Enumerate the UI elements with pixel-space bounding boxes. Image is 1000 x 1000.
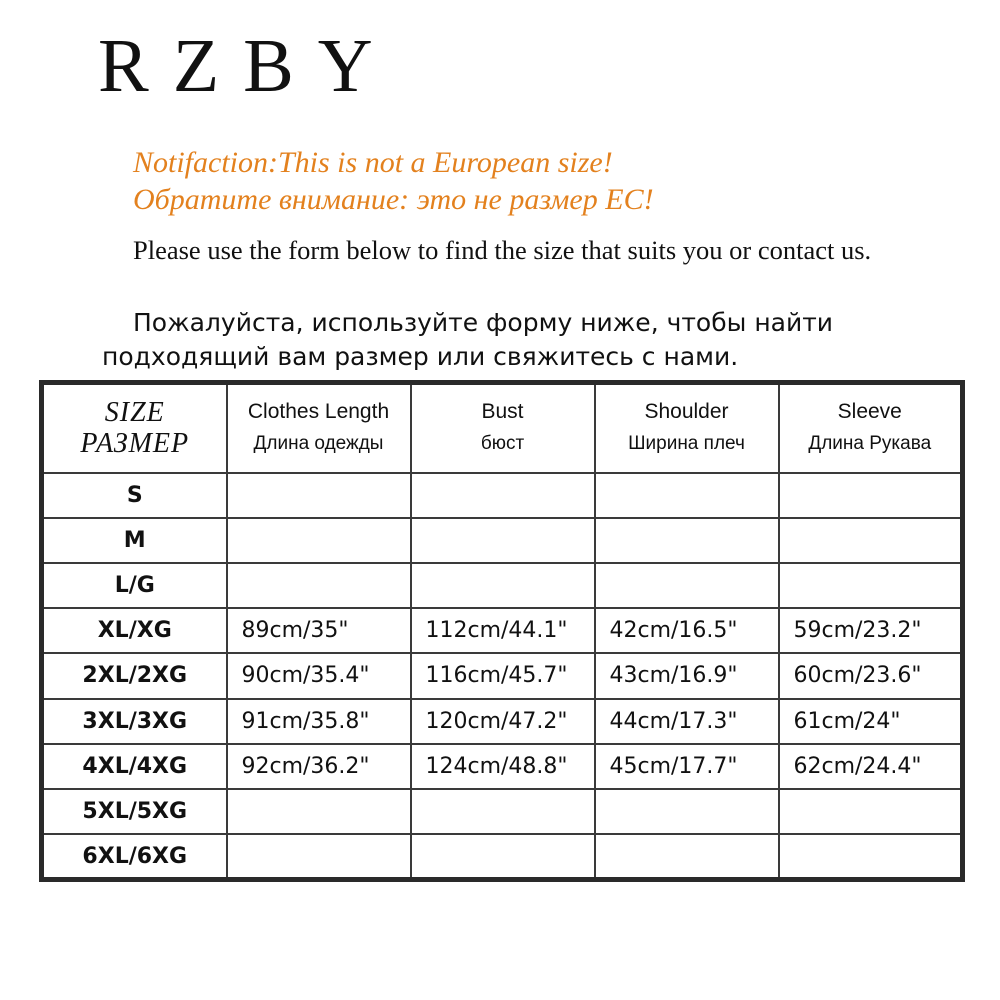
column-header-ru: Длина Рукава	[808, 433, 932, 455]
length-value	[227, 518, 411, 563]
shoulder-value: 44cm/17.3"	[595, 699, 779, 744]
sleeve-value	[779, 834, 963, 879]
length-value: 91cm/35.8"	[227, 699, 411, 744]
shoulder-value	[595, 789, 779, 834]
table-header-row	[42, 383, 963, 473]
notice-ru: Обратите внимание: это не размер ЕС!	[133, 183, 654, 216]
shoulder-value: 45cm/17.7"	[595, 744, 779, 789]
size-label: L/G	[42, 563, 227, 608]
size-label: M	[42, 518, 227, 563]
sleeve-value	[779, 473, 963, 518]
size-label: XL/XG	[42, 608, 227, 653]
column-header-sleeve	[779, 383, 963, 473]
size-label: 6XL/6XG	[42, 834, 227, 879]
brand-logo: RZBY	[98, 24, 397, 108]
table-row	[42, 744, 963, 789]
bust-value: 116cm/45.7"	[411, 653, 595, 698]
column-header-en: Sleeve	[837, 400, 902, 424]
sleeve-value	[779, 789, 963, 834]
shoulder-value	[595, 834, 779, 879]
sleeve-value: 60cm/23.6"	[779, 653, 963, 698]
shoulder-value: 42cm/16.5"	[595, 608, 779, 653]
table-row	[42, 653, 963, 698]
table-row	[42, 699, 963, 744]
size-label: 2XL/2XG	[42, 653, 227, 698]
notice-en: Notifaction:This is not a European size!	[133, 146, 613, 179]
column-header-en: Shoulder	[644, 400, 729, 424]
sleeve-value: 61cm/24"	[779, 699, 963, 744]
bust-value: 124cm/48.8"	[411, 744, 595, 789]
column-header-ru: Длина одежды	[253, 433, 384, 455]
size-label: S	[42, 473, 227, 518]
column-header-en: Clothes Length	[247, 400, 390, 424]
column-header-shoulder	[595, 383, 779, 473]
table-row	[42, 518, 963, 563]
length-value	[227, 789, 411, 834]
bust-value	[411, 789, 595, 834]
length-value: 90cm/35.4"	[227, 653, 411, 698]
bust-value	[411, 563, 595, 608]
size-header-en: SIZE	[104, 397, 165, 429]
length-value	[227, 473, 411, 518]
table-row	[42, 473, 963, 518]
column-header-ru: бюст	[480, 433, 525, 455]
column-header-bust	[411, 383, 595, 473]
sleeve-value: 62cm/24.4"	[779, 744, 963, 789]
size-header-ru: РАЗМЕР	[80, 428, 190, 460]
bust-value: 120cm/47.2"	[411, 699, 595, 744]
bust-value: 112cm/44.1"	[411, 608, 595, 653]
column-header-length	[227, 383, 411, 473]
size-chart-table	[39, 380, 965, 882]
bust-value	[411, 518, 595, 563]
length-value: 89cm/35"	[227, 608, 411, 653]
table-row	[42, 608, 963, 653]
shoulder-value	[595, 473, 779, 518]
table-row	[42, 834, 963, 879]
length-value: 92cm/36.2"	[227, 744, 411, 789]
length-value	[227, 834, 411, 879]
intro-text-en: Please use the form below to find the size that suits you or contact us.	[133, 235, 872, 265]
sleeve-value	[779, 518, 963, 563]
column-header-ru: Ширина плеч	[628, 433, 745, 455]
size-label: 3XL/3XG	[42, 699, 227, 744]
length-value	[227, 563, 411, 608]
shoulder-value	[595, 563, 779, 608]
sleeve-value: 59cm/23.2"	[779, 608, 963, 653]
size-label: 4XL/4XG	[42, 744, 227, 789]
shoulder-value	[595, 518, 779, 563]
size-label: 5XL/5XG	[42, 789, 227, 834]
bust-value	[411, 473, 595, 518]
column-header-en: Bust	[481, 400, 524, 424]
sleeve-value	[779, 563, 963, 608]
shoulder-value: 43cm/16.9"	[595, 653, 779, 698]
size-notice	[133, 144, 654, 218]
table-row	[42, 789, 963, 834]
bust-value	[411, 834, 595, 879]
intro-text-ru: Пожалуйста, используйте форму ниже, чтобы найти подходящий вам размер или свяжитесь с нами.	[102, 308, 834, 371]
table-row	[42, 563, 963, 608]
size-column-header	[42, 383, 227, 473]
